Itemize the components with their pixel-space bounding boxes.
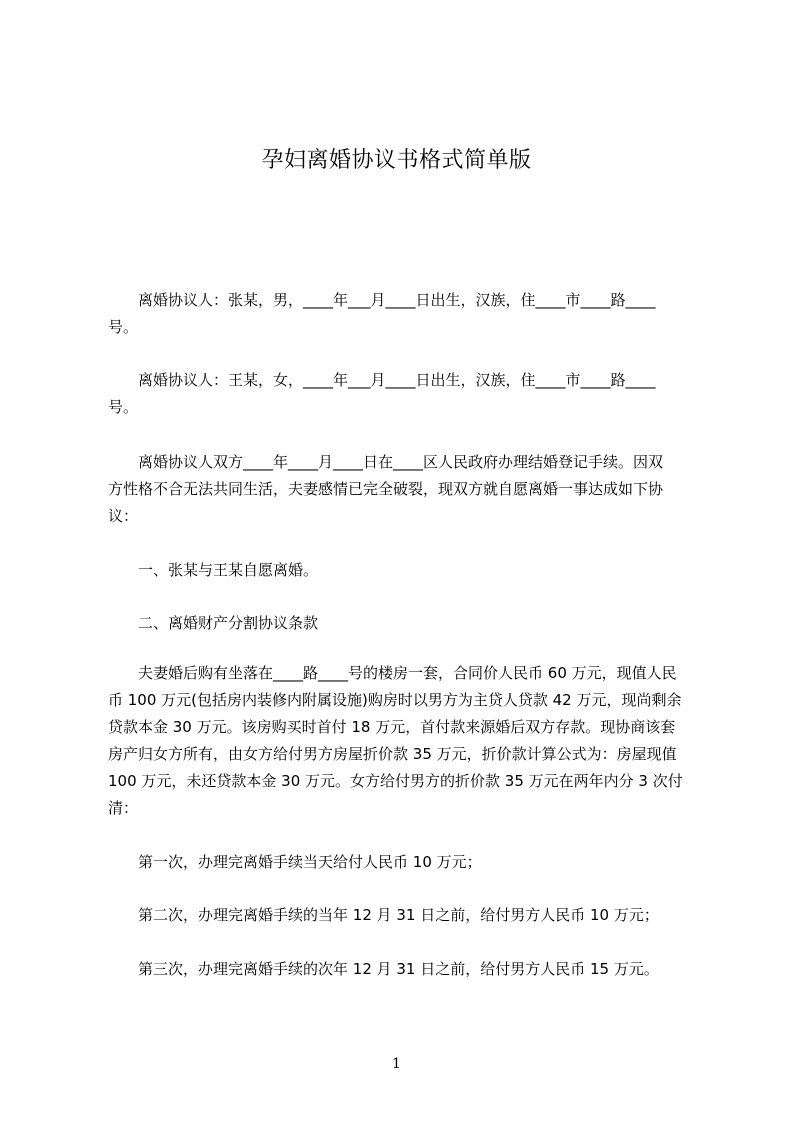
paragraph-line: 离婚协议人双方____年____月____日在____区人民政府办理结婚登记手续。因双 xyxy=(108,453,664,471)
paragraph-line: 方性格不合无法共同生活，夫妻感情已完全破裂，现双方就自愿离婚一事达成如下协 xyxy=(108,480,664,498)
document-title: 孕妇离婚协议书格式简单版 xyxy=(261,148,532,173)
paragraph-line: 号。 xyxy=(108,318,139,336)
paragraph-line: 议： xyxy=(108,507,139,525)
paragraph-line: 100 万元，未还贷款本金 30 万元。女方给付男方的折价款 35 万元在两年内分 3 次付 xyxy=(108,772,683,790)
paragraph-line: 房产归女方所有，由女方给付男方房屋折价款 35 万元，折价款计算公式为：房屋现值 xyxy=(108,745,677,763)
paragraph-line: 离婚协议人：王某，女，____年___月____日出生，汉族，住____市____路____ xyxy=(108,371,656,389)
paragraph-line: 第一次，办理完离婚手续当天给付人民币 10 万元； xyxy=(108,853,482,871)
paragraph-line: 币 100 万元(包括房内装修内附属设施)购房时以男方为主贷人贷款 42 万元，现尚剩余 xyxy=(108,691,682,709)
paragraph-line: 二、离婚财产分割协议条款 xyxy=(108,614,319,632)
paragraph-line: 第三次，办理完离婚手续的次年 12 月 31 日之前，给付男方人民币 15 万元。 xyxy=(108,960,659,978)
paragraph-line: 第二次，办理完离婚手续的当年 12 月 31 日之前，给付男方人民币 10 万元； xyxy=(108,906,659,924)
paragraph-line: 清： xyxy=(108,799,139,817)
paragraph-line: 离婚协议人：张某，男，____年___月____日出生，汉族，住____市____路____ xyxy=(108,291,656,309)
paragraph-line: 一、张某与王某自愿离婚。 xyxy=(108,561,319,579)
paragraph-line: 夫妻婚后购有坐落在____路____号的楼房一套，合同价人民币 60 万元，现值人民 xyxy=(108,664,677,682)
paragraph-line: 号。 xyxy=(108,398,139,416)
page-number: 1 xyxy=(392,1056,401,1072)
paragraph-line: 贷款本金 30 万元。该房购买时首付 18 万元，首付款来源婚后双方存款。现协商该套 xyxy=(108,718,676,736)
